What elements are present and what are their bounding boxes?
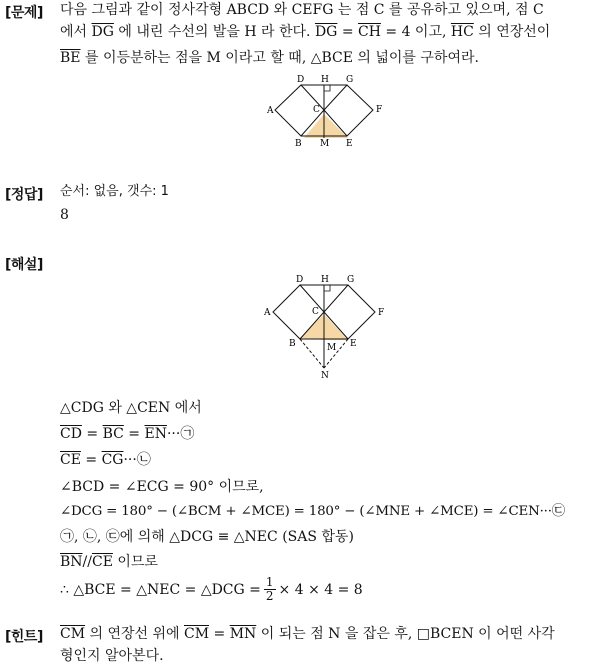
triangle-bcm-fill — [300, 314, 324, 340]
right-angle-mark — [324, 85, 330, 91]
segment-bn-dashed — [300, 339, 324, 368]
segment-dg: $\overline{DG}$ — [91, 24, 114, 40]
problem-text: 의 연장선이 — [473, 24, 551, 40]
label-c: C — [312, 307, 319, 317]
parallel-sign: // — [82, 554, 92, 570]
marker-1: ···㉠ — [166, 426, 195, 442]
label-b: B — [295, 139, 302, 149]
fraction-denominator: 2 — [265, 589, 274, 603]
problem-line-2 — [60, 22, 550, 42]
answer-tag: [정답] — [5, 187, 43, 203]
hint-tag: [힌트] — [5, 629, 43, 645]
segment-mn: $\overline{MN}$ — [229, 626, 257, 642]
problem-text: = 4 이고, — [380, 24, 451, 40]
solution-line-5: ∠DCG = 180° − (∠BCM + ∠MCE) = 180° − (∠MNE + ∠MCE) = ∠CEN···㉢ — [60, 504, 565, 519]
segment-bn: $\overline{BN}$ — [60, 554, 83, 570]
segment-be: $\overline{BE}$ — [60, 50, 81, 66]
problem-tag: [문제] — [5, 5, 43, 21]
label-e: E — [346, 139, 353, 149]
solution-tag: [해설] — [5, 257, 43, 273]
label-f: F — [376, 105, 383, 115]
fraction-numerator: 1 — [265, 575, 274, 589]
triangle-mce-fill — [324, 114, 348, 138]
segment-ce: $\overline{CE}$ — [60, 452, 81, 468]
solution-text: × 4 × 4 = 8 — [278, 581, 363, 598]
triangle-mce-fill — [324, 314, 348, 340]
segment-cm: $\overline{CM}$ — [184, 626, 210, 642]
solution-figure — [260, 272, 390, 384]
problem-text: 에 내린 수선의 발을 H 라 한다. — [113, 24, 315, 40]
label-h: H — [321, 75, 329, 85]
solution-line-6: ㉠, ㉡, ㉢에 의해 △DCG ≡ △NEC (SAS 합동) — [60, 529, 354, 545]
problem-line-1: 다음 그림과 같이 정사각형 ABCD 와 CEFG 는 점 C 를 공유하고 있으며, 점 C — [60, 2, 544, 18]
hint-line-1 — [60, 624, 555, 644]
segment-hc: $\overline{HC}$ — [450, 24, 474, 40]
label-a: A — [267, 106, 274, 116]
segment-en: $\overline{EN}$ — [144, 426, 167, 442]
hint-line-2: 형인지 알아본다. — [60, 648, 164, 664]
label-a: A — [264, 308, 271, 318]
solution-line-3 — [60, 450, 151, 470]
segment-ce: $\overline{CE}$ — [91, 554, 113, 570]
triangle-bcm-fill — [304, 114, 324, 138]
problem-text: 를 이등분하는 점을 M 이라고 할 때, △BCE 의 넓이를 구하여라. — [80, 50, 479, 66]
segment-dg: $\overline{DG}$ — [314, 24, 338, 40]
label-g: G — [346, 75, 354, 85]
label-d: D — [296, 275, 304, 285]
right-angle-mark — [324, 285, 330, 291]
segment-ch: $\overline{CH}$ — [358, 24, 381, 40]
solution-line-4: ∠BCD = ∠ECG = 90° 이므로, — [60, 479, 264, 495]
label-n: N — [321, 371, 329, 381]
marker-2: ···㉡ — [123, 452, 151, 468]
label-h: H — [321, 275, 329, 285]
solution-line-8 — [60, 576, 363, 603]
segment-cd: $\overline{CD}$ — [60, 426, 82, 442]
label-m: M — [327, 343, 337, 353]
solution-line-1: △CDG 와 △CEN 에서 — [60, 400, 202, 416]
segment-cm: $\overline{CM}$ — [60, 626, 86, 642]
problem-text: 에서 — [60, 24, 92, 40]
fraction — [264, 576, 276, 603]
label-g: G — [347, 275, 355, 285]
segment-cg: $\overline{CG}$ — [101, 452, 124, 468]
label-c: C — [313, 105, 320, 115]
label-f: F — [378, 308, 385, 318]
label-m: M — [320, 139, 330, 149]
answer-order: 순서: 없음, 갯수: 1 — [60, 184, 169, 199]
equals: = — [81, 426, 103, 442]
label-e: E — [350, 339, 357, 349]
solution-text: 이므로 — [112, 554, 158, 570]
solution-text: ∴ △BCE = △NEC = △DCG = — [60, 581, 261, 598]
hint-text: 이 되는 점 N 을 잡은 후, □BCEN 이 어떤 사각 — [256, 626, 555, 642]
solution-line-2 — [60, 424, 194, 444]
problem-line-3 — [60, 48, 479, 68]
equals: = — [123, 426, 145, 442]
solution-line-7 — [60, 552, 158, 572]
problem-figure — [260, 72, 390, 152]
label-d: D — [297, 75, 305, 85]
equals: = — [80, 452, 102, 468]
segment-bc: $\overline{BC}$ — [102, 426, 124, 442]
answer-value: 8 — [60, 207, 69, 223]
hint-text: 의 연장선 위에 — [85, 626, 184, 642]
problem-text: = — [337, 24, 359, 40]
equals: = — [209, 626, 230, 642]
label-b: B — [289, 339, 296, 349]
